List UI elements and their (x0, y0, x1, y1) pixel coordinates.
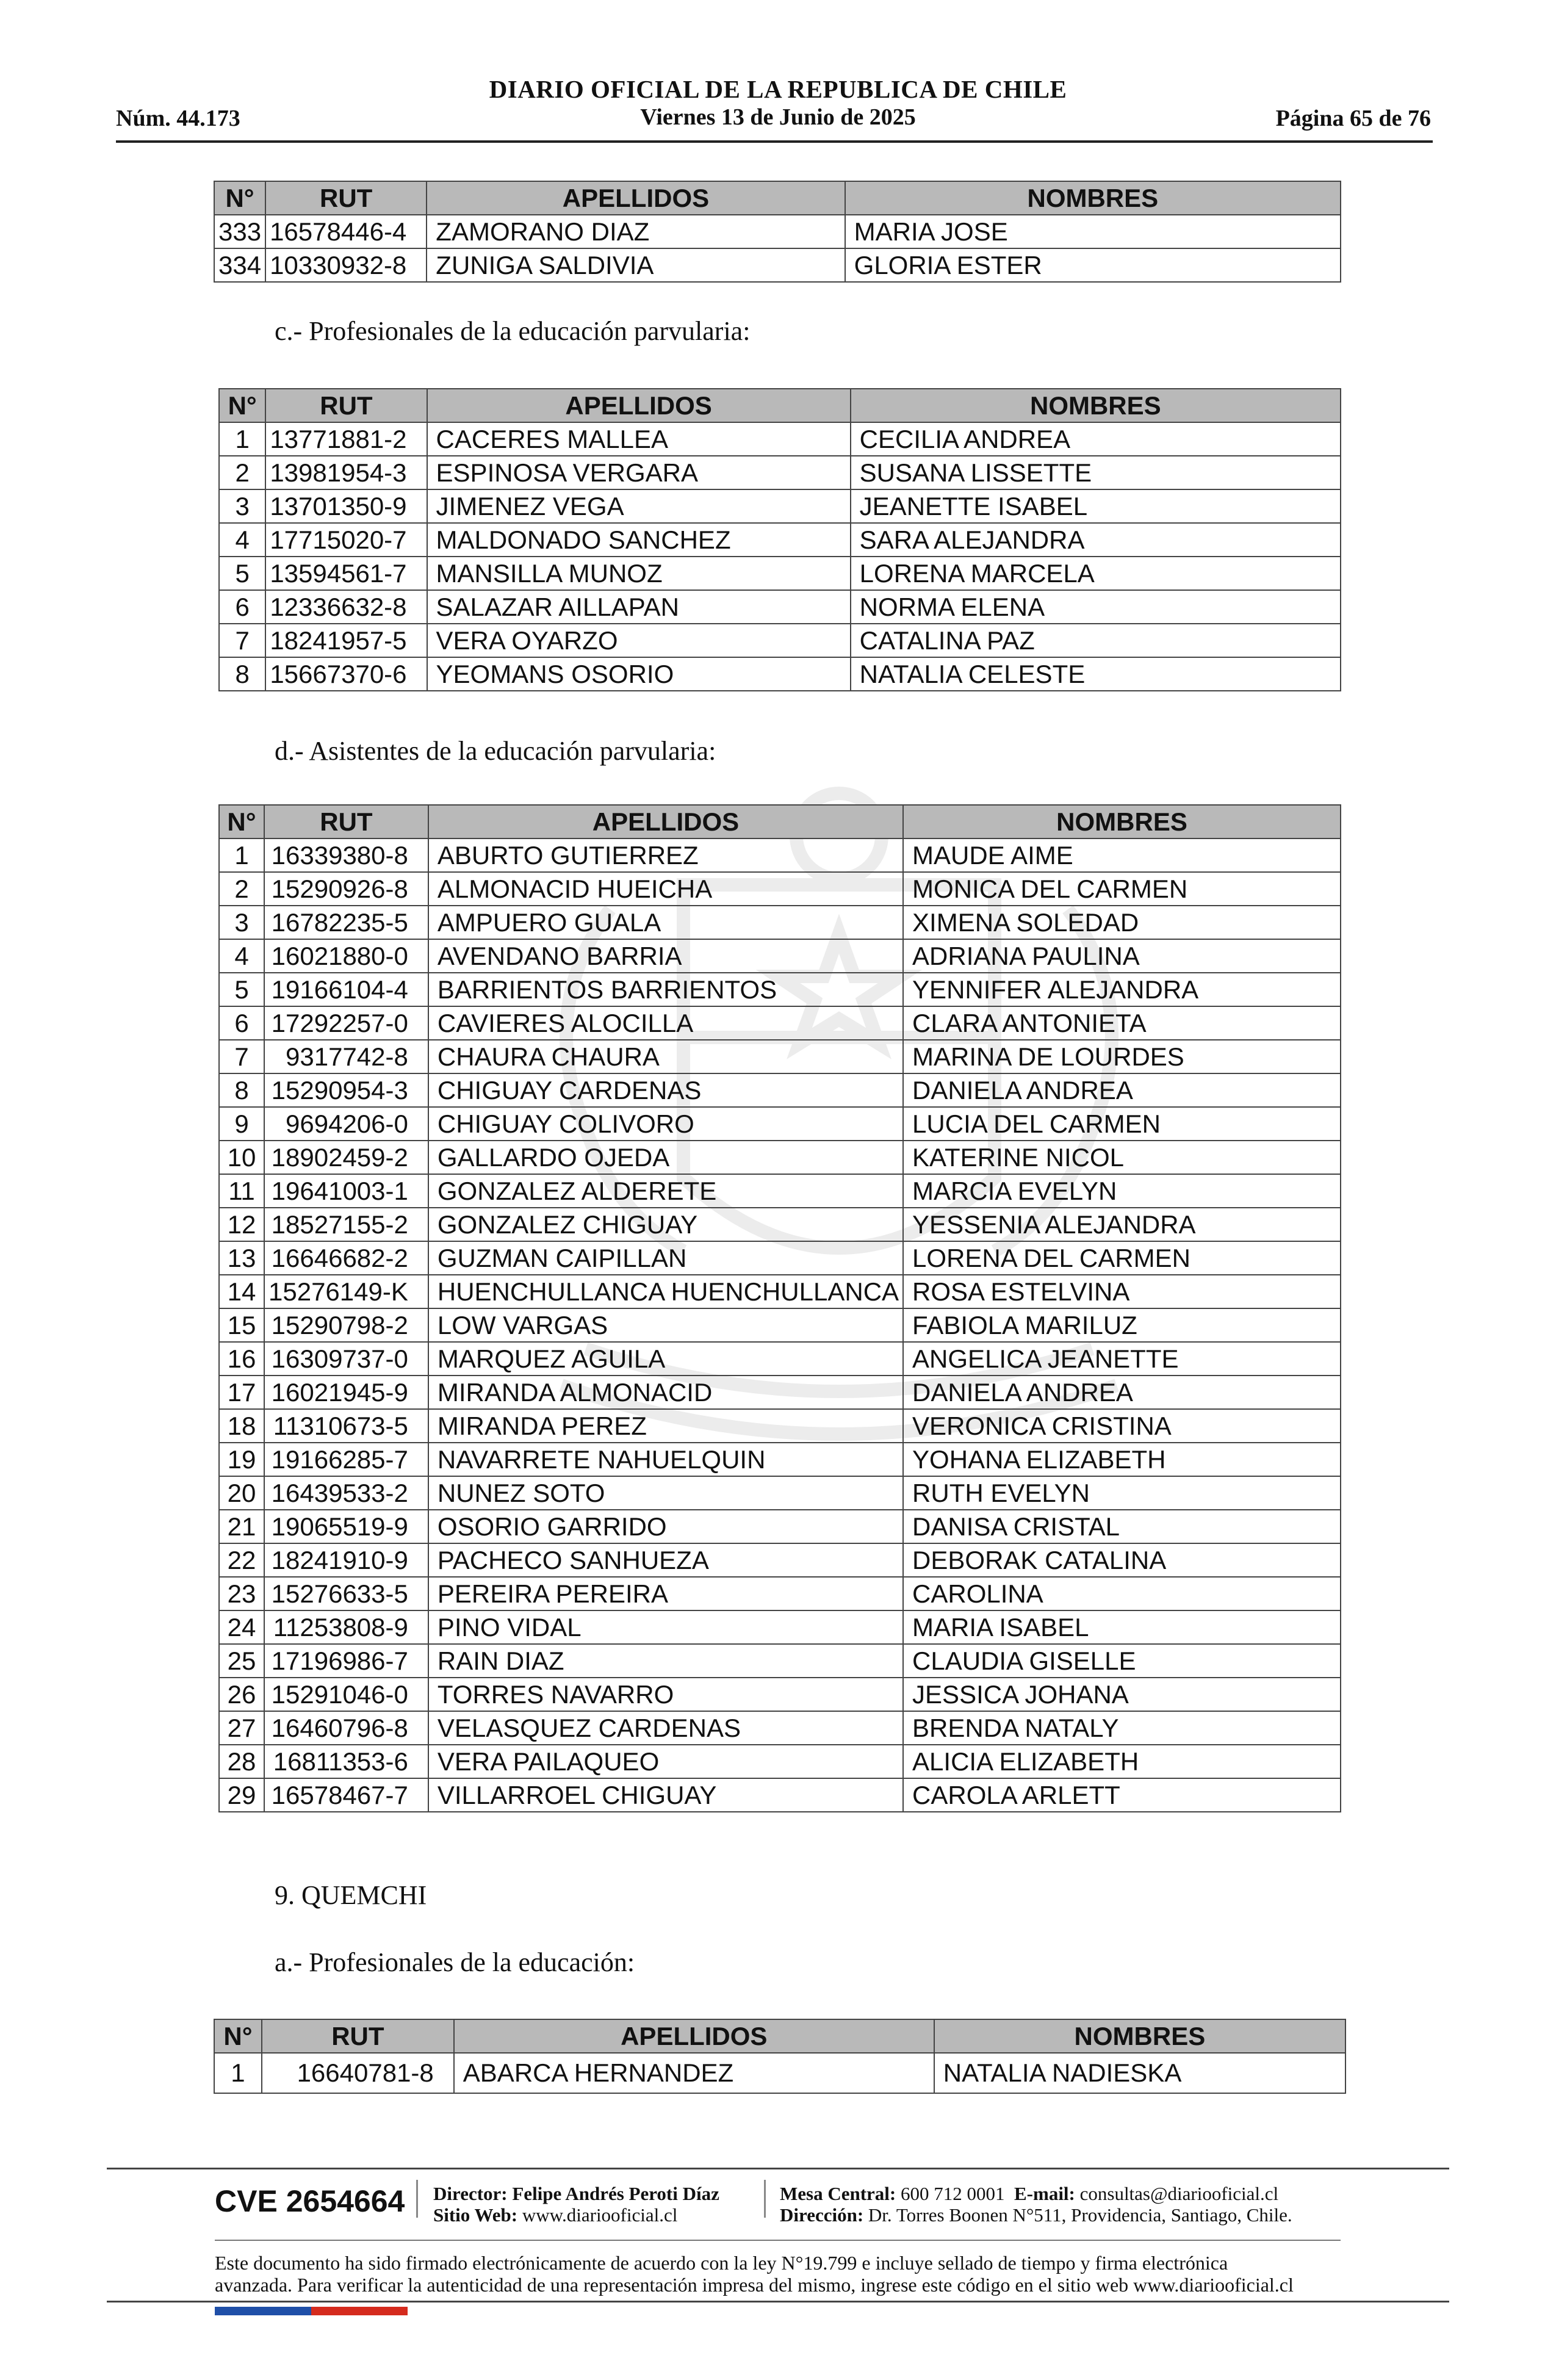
table-row (219, 624, 1341, 657)
cell-rut: 17196986-7 (264, 1644, 428, 1678)
table-row (219, 1644, 1341, 1678)
page-number: Página 65 de 76 (1275, 106, 1431, 131)
cell-apellidos: RAIN DIAZ (428, 1644, 903, 1678)
col-header-nombres: NOMBRES (845, 181, 1341, 215)
table-row (219, 657, 1341, 691)
table-row (219, 1778, 1341, 1812)
table-row (219, 973, 1341, 1006)
cell-apellidos: YEOMANS OSORIO (427, 657, 851, 691)
cell-nombres: NATALIA NADIESKA (934, 2053, 1345, 2093)
cell-n: 3 (219, 906, 264, 939)
table-row (219, 1073, 1341, 1107)
table-row (219, 1241, 1341, 1275)
table-row (219, 1409, 1341, 1443)
table-row (219, 872, 1341, 906)
section-heading-quemchi: 9. QUEMCHI (275, 1880, 427, 1910)
cell-nombres: ADRIANA PAULINA (903, 939, 1341, 973)
cell-n: 7 (219, 624, 265, 657)
table-asistentes-parvularia (218, 804, 1341, 1812)
table-row (219, 906, 1341, 939)
table-profesionales-parvularia (218, 388, 1341, 691)
cell-n: 11 (219, 1174, 264, 1208)
cell-nombres: NORMA ELENA (851, 590, 1341, 624)
col-header-rut: RUT (265, 389, 427, 422)
col-header-rut: RUT (262, 2019, 454, 2053)
cell-rut: 15290798-2 (264, 1308, 428, 1342)
cell-rut: 15291046-0 (264, 1678, 428, 1711)
cell-apellidos: BARRIENTOS BARRIENTOS (428, 973, 903, 1006)
director-value: Felipe Andrés Peroti Díaz (512, 2183, 719, 2204)
address-value: Dr. Torres Boonen N°511, Providencia, Santiago, Chile. (868, 2204, 1292, 2226)
cell-rut: 9694206-0 (264, 1107, 428, 1141)
table-row (214, 2053, 1345, 2093)
cell-nombres: LORENA MARCELA (851, 557, 1341, 590)
cell-nombres: MARINA DE LOURDES (903, 1040, 1341, 1073)
footer-divider-mid (215, 2240, 1341, 2241)
cell-apellidos: VERA OYARZO (427, 624, 851, 657)
cell-rut: 18241957-5 (265, 624, 427, 657)
cell-rut: 13701350-9 (265, 489, 427, 523)
cell-n: 334 (214, 248, 265, 282)
table-row (219, 1510, 1341, 1543)
cell-rut: 12336632-8 (265, 590, 427, 624)
cell-rut: 15276149-K (264, 1275, 428, 1308)
cell-nombres: JEANETTE ISABEL (851, 489, 1341, 523)
footer-contact (780, 2183, 1278, 2205)
footer-divider-top (107, 2168, 1449, 2169)
table-row (219, 557, 1341, 590)
cell-rut: 16309737-0 (264, 1342, 428, 1376)
cell-nombres: CECILIA ANDREA (851, 422, 1341, 456)
cell-apellidos: CHIGUAY COLIVORO (428, 1107, 903, 1141)
cell-apellidos: MALDONADO SANCHEZ (427, 523, 851, 557)
cell-apellidos: GONZALEZ CHIGUAY (428, 1208, 903, 1241)
cell-apellidos: MARQUEZ AGUILA (428, 1342, 903, 1376)
cell-nombres: MARIA JOSE (845, 215, 1341, 248)
cell-apellidos: MANSILLA MUNOZ (427, 557, 851, 590)
cell-rut: 11310673-5 (264, 1409, 428, 1443)
cell-n: 24 (219, 1610, 264, 1644)
table-row (219, 1711, 1341, 1745)
newspaper-title: DIARIO OFICIAL DE LA REPUBLICA DE CHILE (489, 75, 1067, 103)
col-header-n: N° (219, 389, 265, 422)
cell-nombres: LORENA DEL CARMEN (903, 1241, 1341, 1275)
footer-separator (764, 2180, 766, 2218)
col-header-n: N° (214, 2019, 262, 2053)
cell-nombres: XIMENA SOLEDAD (903, 906, 1341, 939)
cell-nombres: YESSENIA ALEJANDRA (903, 1208, 1341, 1241)
cell-nombres: YOHANA ELIZABETH (903, 1443, 1341, 1476)
cell-n: 4 (219, 939, 264, 973)
col-header-rut: RUT (265, 181, 427, 215)
cell-rut: 15290954-3 (264, 1073, 428, 1107)
table-row (219, 1174, 1341, 1208)
cell-apellidos: TORRES NAVARRO (428, 1678, 903, 1711)
cell-nombres: DANIELA ANDREA (903, 1073, 1341, 1107)
table-header-row (219, 805, 1341, 838)
cell-n: 10 (219, 1141, 264, 1174)
table-row (219, 838, 1341, 872)
col-header-apellidos: APELLIDOS (427, 389, 851, 422)
cell-rut: 16460796-8 (264, 1711, 428, 1745)
cell-n: 21 (219, 1510, 264, 1543)
table-row (219, 1040, 1341, 1073)
table-row (219, 1275, 1341, 1308)
cell-n: 9 (219, 1107, 264, 1141)
cell-n: 23 (219, 1577, 264, 1610)
cell-n: 5 (219, 557, 265, 590)
cell-rut: 17715020-7 (265, 523, 427, 557)
cell-rut: 16578446-4 (265, 215, 427, 248)
cell-rut: 19641003-1 (264, 1174, 428, 1208)
cell-apellidos: VERA PAILAQUEO (428, 1745, 903, 1778)
table-row (219, 456, 1341, 489)
cell-apellidos: PACHECO SANHUEZA (428, 1543, 903, 1577)
col-header-rut: RUT (264, 805, 428, 838)
section-heading-9a: a.- Profesionales de la educación: (275, 1947, 635, 1977)
cell-n: 15 (219, 1308, 264, 1342)
table-row (219, 489, 1341, 523)
cell-apellidos: CAVIERES ALOCILLA (428, 1006, 903, 1040)
cell-rut: 15290926-8 (264, 872, 428, 906)
cell-rut: 16021945-9 (264, 1376, 428, 1409)
cell-n: 16 (219, 1342, 264, 1376)
cell-apellidos: LOW VARGAS (428, 1308, 903, 1342)
cell-apellidos: SALAZAR AILLAPAN (427, 590, 851, 624)
website-label: Sitio Web: (433, 2204, 518, 2226)
cell-n: 5 (219, 973, 264, 1006)
table-row (219, 1342, 1341, 1376)
cve-code: CVE 2654664 (215, 2184, 405, 2218)
cell-n: 17 (219, 1376, 264, 1409)
cell-nombres: MARCIA EVELYN (903, 1174, 1341, 1208)
flag-stripe-blue (215, 2307, 311, 2315)
table-row (214, 248, 1341, 282)
cell-nombres: GLORIA ESTER (845, 248, 1341, 282)
flag-stripe-red (311, 2307, 408, 2315)
email-link[interactable]: consultas@diariooficial.cl (1079, 2183, 1279, 2204)
cell-n: 6 (219, 1006, 264, 1040)
cell-apellidos: PEREIRA PEREIRA (428, 1577, 903, 1610)
cell-apellidos: PINO VIDAL (428, 1610, 903, 1644)
cell-rut: 19065519-9 (264, 1510, 428, 1543)
cell-n: 8 (219, 1073, 264, 1107)
cell-rut: 18527155-2 (264, 1208, 428, 1241)
cell-n: 1 (219, 422, 265, 456)
cell-n: 3 (219, 489, 265, 523)
cell-nombres: BRENDA NATALY (903, 1711, 1341, 1745)
cell-rut: 10330932-8 (265, 248, 427, 282)
cell-rut: 17292257-0 (264, 1006, 428, 1040)
cell-n: 28 (219, 1745, 264, 1778)
col-header-apellidos: APELLIDOS (427, 181, 845, 215)
table-row (214, 215, 1341, 248)
cell-n: 6 (219, 590, 265, 624)
table-header-row (219, 389, 1341, 422)
cell-apellidos: AMPUERO GUALA (428, 906, 903, 939)
cell-rut: 16439533-2 (264, 1476, 428, 1510)
col-header-nombres: NOMBRES (934, 2019, 1345, 2053)
cell-n: 25 (219, 1644, 264, 1678)
mesa-label: Mesa Central: (780, 2183, 896, 2204)
cell-apellidos: AVENDANO BARRIA (428, 939, 903, 973)
cell-n: 22 (219, 1543, 264, 1577)
email-label: E-mail: (1014, 2183, 1075, 2204)
table-row (219, 939, 1341, 973)
cell-n: 27 (219, 1711, 264, 1745)
col-header-apellidos: APELLIDOS (428, 805, 903, 838)
cell-n: 333 (214, 215, 265, 248)
cell-n: 1 (219, 838, 264, 872)
table-quemchi-profesionales (214, 2019, 1346, 2094)
cell-apellidos: CACERES MALLEA (427, 422, 851, 456)
issue-date: Viernes 13 de Junio de 2025 (640, 104, 916, 130)
cell-nombres: CLAUDIA GISELLE (903, 1644, 1341, 1678)
table-header-row (214, 181, 1341, 215)
website-link[interactable]: www.diariooficial.cl (522, 2204, 678, 2226)
cell-apellidos: HUENCHULLANCA HUENCHULLANCA (428, 1275, 903, 1308)
cell-rut: 15667370-6 (265, 657, 427, 691)
cell-n: 1 (214, 2053, 262, 2093)
address-label: Dirección: (780, 2204, 864, 2226)
cell-rut: 16646682-2 (264, 1241, 428, 1275)
cell-rut: 9317742-8 (264, 1040, 428, 1073)
cell-nombres: ALICIA ELIZABETH (903, 1745, 1341, 1778)
cell-apellidos: ALMONACID HUEICHA (428, 872, 903, 906)
col-header-n: N° (214, 181, 265, 215)
cell-rut: 16578467-7 (264, 1778, 428, 1812)
cell-n: 18 (219, 1409, 264, 1443)
cell-nombres: RUTH EVELYN (903, 1476, 1341, 1510)
footer-separator (416, 2180, 418, 2218)
cell-n: 2 (219, 872, 264, 906)
legal-notice-line-1: Este documento ha sido firmado electrónicamente de acuerdo con la ley N°19.799 e incluye sellado de tiempo y firma electrónica (215, 2252, 1228, 2274)
cell-apellidos: GALLARDO OJEDA (428, 1141, 903, 1174)
cell-nombres: SARA ALEJANDRA (851, 523, 1341, 557)
cell-apellidos: GONZALEZ ALDERETE (428, 1174, 903, 1208)
cell-apellidos: ZUNIGA SALDIVIA (427, 248, 845, 282)
cell-apellidos: ZAMORANO DIAZ (427, 215, 845, 248)
table-header-row (214, 2019, 1345, 2053)
cell-nombres: FABIOLA MARILUZ (903, 1308, 1341, 1342)
cell-nombres: SUSANA LISSETTE (851, 456, 1341, 489)
table-row (219, 1006, 1341, 1040)
table-row (219, 422, 1341, 456)
cell-apellidos: NUNEZ SOTO (428, 1476, 903, 1510)
cell-nombres: JESSICA JOHANA (903, 1678, 1341, 1711)
footer-address (780, 2204, 1292, 2226)
cell-apellidos: ABURTO GUTIERREZ (428, 838, 903, 872)
cell-n: 12 (219, 1208, 264, 1241)
table-row (219, 1577, 1341, 1610)
cell-rut: 13594561-7 (265, 557, 427, 590)
table-row (219, 1745, 1341, 1778)
cell-n: 4 (219, 523, 265, 557)
mesa-value: 600 712 0001 (901, 2183, 1005, 2204)
section-heading-c: c.- Profesionales de la educación parvularia: (275, 316, 751, 346)
cell-rut: 15276633-5 (264, 1577, 428, 1610)
cell-apellidos: JIMENEZ VEGA (427, 489, 851, 523)
cell-apellidos: CHIGUAY CARDENAS (428, 1073, 903, 1107)
table-row (219, 590, 1341, 624)
col-header-n: N° (219, 805, 264, 838)
cell-nombres: DANIELA ANDREA (903, 1376, 1341, 1409)
footer-divider-bottom (107, 2301, 1449, 2302)
table-row (219, 1308, 1341, 1342)
cell-apellidos: NAVARRETE NAHUELQUIN (428, 1443, 903, 1476)
col-header-nombres: NOMBRES (903, 805, 1341, 838)
cell-nombres: CATALINA PAZ (851, 624, 1341, 657)
table-row (219, 1208, 1341, 1241)
table-row (219, 1376, 1341, 1409)
director-label: Director: (433, 2183, 508, 2204)
table-row (219, 1443, 1341, 1476)
table-previous-section (214, 181, 1341, 283)
cell-apellidos: VELASQUEZ CARDENAS (428, 1711, 903, 1745)
section-heading-d: d.- Asistentes de la educación parvularia: (275, 736, 716, 766)
cell-nombres: YENNIFER ALEJANDRA (903, 973, 1341, 1006)
cell-nombres: CLARA ANTONIETA (903, 1006, 1341, 1040)
table-row (219, 1610, 1341, 1644)
cell-apellidos: ESPINOSA VERGARA (427, 456, 851, 489)
cell-n: 2 (219, 456, 265, 489)
cell-rut: 11253808-9 (264, 1610, 428, 1644)
cell-nombres: MAUDE AIME (903, 838, 1341, 872)
footer-director (433, 2183, 719, 2205)
cell-n: 8 (219, 657, 265, 691)
cell-rut: 16021880-0 (264, 939, 428, 973)
header-divider (116, 140, 1433, 143)
table-row (219, 1476, 1341, 1510)
cell-rut: 18241910-9 (264, 1543, 428, 1577)
cell-rut: 13981954-3 (265, 456, 427, 489)
table-row (219, 523, 1341, 557)
cell-nombres: NATALIA CELESTE (851, 657, 1341, 691)
cell-nombres: VERONICA CRISTINA (903, 1409, 1341, 1443)
table-row (219, 1678, 1341, 1711)
cell-nombres: DANISA CRISTAL (903, 1510, 1341, 1543)
cell-nombres: DEBORAK CATALINA (903, 1543, 1341, 1577)
cell-n: 26 (219, 1678, 264, 1711)
cell-apellidos: OSORIO GARRIDO (428, 1510, 903, 1543)
table-row (219, 1107, 1341, 1141)
cell-rut: 16640781-8 (262, 2053, 454, 2093)
cell-apellidos: VILLARROEL CHIGUAY (428, 1778, 903, 1812)
cell-rut: 13771881-2 (265, 422, 427, 456)
cell-nombres: KATERINE NICOL (903, 1141, 1341, 1174)
cell-rut: 16782235-5 (264, 906, 428, 939)
cell-n: 19 (219, 1443, 264, 1476)
cell-nombres: MARIA ISABEL (903, 1610, 1341, 1644)
legal-notice-line-2: avanzada. Para verificar la autenticidad de una representación impresa del mismo, ingrese este código en el sitio web www.diariooficial.cl (215, 2274, 1294, 2296)
issue-number: Núm. 44.173 (116, 106, 240, 131)
cell-nombres: CAROLA ARLETT (903, 1778, 1341, 1812)
cell-rut: 19166104-4 (264, 973, 428, 1006)
cell-nombres: ANGELICA JEANETTE (903, 1342, 1341, 1376)
cell-apellidos: MIRANDA PEREZ (428, 1409, 903, 1443)
cell-n: 14 (219, 1275, 264, 1308)
cell-apellidos: ABARCA HERNANDEZ (454, 2053, 934, 2093)
cell-n: 20 (219, 1476, 264, 1510)
cell-rut: 19166285-7 (264, 1443, 428, 1476)
col-header-apellidos: APELLIDOS (454, 2019, 934, 2053)
cell-nombres: MONICA DEL CARMEN (903, 872, 1341, 906)
cell-nombres: ROSA ESTELVINA (903, 1275, 1341, 1308)
footer-website (433, 2204, 677, 2226)
cell-apellidos: MIRANDA ALMONACID (428, 1376, 903, 1409)
cell-n: 13 (219, 1241, 264, 1275)
cell-rut: 16811353-6 (264, 1745, 428, 1778)
col-header-nombres: NOMBRES (851, 389, 1341, 422)
table-row (219, 1543, 1341, 1577)
cell-apellidos: CHAURA CHAURA (428, 1040, 903, 1073)
table-row (219, 1141, 1341, 1174)
cell-apellidos: GUZMAN CAIPILLAN (428, 1241, 903, 1275)
cell-n: 29 (219, 1778, 264, 1812)
cell-rut: 16339380-8 (264, 838, 428, 872)
cell-n: 7 (219, 1040, 264, 1073)
cell-nombres: CAROLINA (903, 1577, 1341, 1610)
cell-rut: 18902459-2 (264, 1141, 428, 1174)
cell-nombres: LUCIA DEL CARMEN (903, 1107, 1341, 1141)
